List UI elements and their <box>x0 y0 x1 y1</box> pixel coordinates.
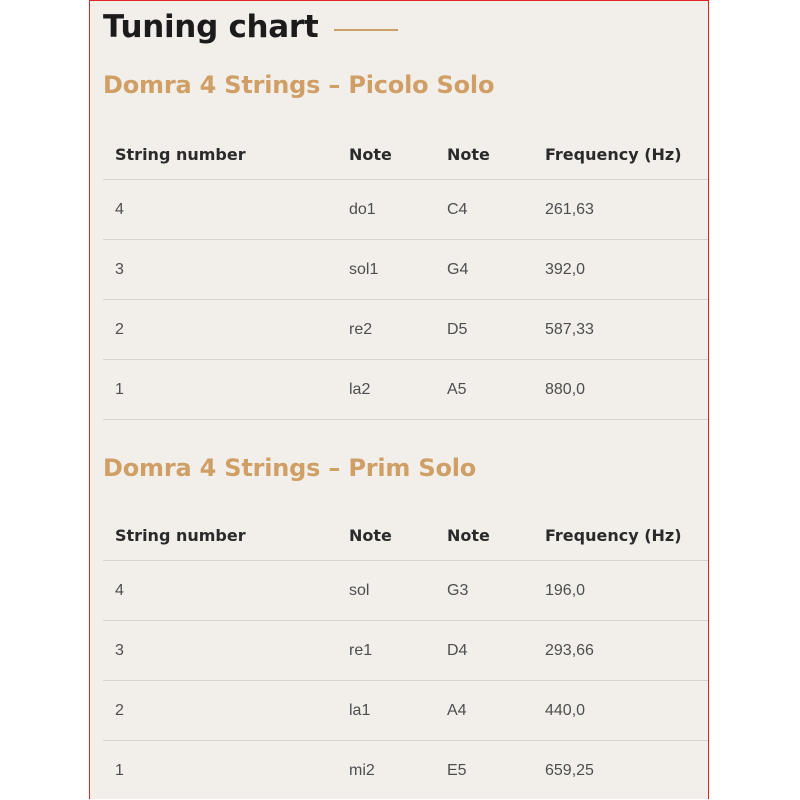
cell-string-number: 1 <box>103 360 337 420</box>
column-header-string-number: String number <box>103 130 337 180</box>
table-row <box>103 741 709 800</box>
section-title-picolo-solo: Domra 4 Strings – Picolo Solo <box>103 71 495 99</box>
cell-note: sol1 <box>337 240 435 300</box>
cell-string-number: 3 <box>103 621 337 681</box>
table-row <box>103 360 709 420</box>
column-header-note: Note <box>435 511 533 561</box>
cell-string-number: 3 <box>103 240 337 300</box>
cell-note: la1 <box>337 681 435 741</box>
cell-string-number: 2 <box>103 681 337 741</box>
cell-string-number: 1 <box>103 741 337 800</box>
cell-pitch: G3 <box>435 561 533 621</box>
table-row <box>103 561 709 621</box>
title-underline-decoration <box>334 29 398 31</box>
cell-frequency: 587,33 <box>533 300 709 360</box>
cell-note: mi2 <box>337 741 435 800</box>
cell-frequency: 440,0 <box>533 681 709 741</box>
table-header-row <box>103 130 709 180</box>
table-row <box>103 681 709 741</box>
cell-pitch: D4 <box>435 621 533 681</box>
tuning-table-picolo-solo <box>103 130 709 420</box>
cell-frequency: 261,63 <box>533 180 709 240</box>
content-panel <box>89 0 709 799</box>
cell-string-number: 4 <box>103 180 337 240</box>
table-row <box>103 240 709 300</box>
cell-frequency: 293,66 <box>533 621 709 681</box>
column-header-note: Note <box>337 130 435 180</box>
page-title-text: Tuning chart <box>103 9 319 45</box>
cell-note: re2 <box>337 300 435 360</box>
table-row <box>103 180 709 240</box>
table-row <box>103 621 709 681</box>
cell-pitch: D5 <box>435 300 533 360</box>
column-header-string-number: String number <box>103 511 337 561</box>
cell-pitch: G4 <box>435 240 533 300</box>
cell-pitch: C4 <box>435 180 533 240</box>
cell-frequency: 196,0 <box>533 561 709 621</box>
cell-string-number: 2 <box>103 300 337 360</box>
cell-pitch: A4 <box>435 681 533 741</box>
cell-note: sol <box>337 561 435 621</box>
cell-note: la2 <box>337 360 435 420</box>
cell-pitch: E5 <box>435 741 533 800</box>
cell-string-number: 4 <box>103 561 337 621</box>
column-header-note: Note <box>337 511 435 561</box>
column-header-frequency: Frequency (Hz) <box>533 511 709 561</box>
column-header-frequency: Frequency (Hz) <box>533 130 709 180</box>
cell-frequency: 880,0 <box>533 360 709 420</box>
table-row <box>103 300 709 360</box>
page-title <box>103 7 398 47</box>
cell-frequency: 659,25 <box>533 741 709 800</box>
cell-frequency: 392,0 <box>533 240 709 300</box>
table-header-row <box>103 511 709 561</box>
column-header-note: Note <box>435 130 533 180</box>
section-title-prim-solo: Domra 4 Strings – Prim Solo <box>103 454 477 482</box>
tuning-table-prim-solo <box>103 511 709 799</box>
cell-note: re1 <box>337 621 435 681</box>
cell-note: do1 <box>337 180 435 240</box>
cell-pitch: A5 <box>435 360 533 420</box>
